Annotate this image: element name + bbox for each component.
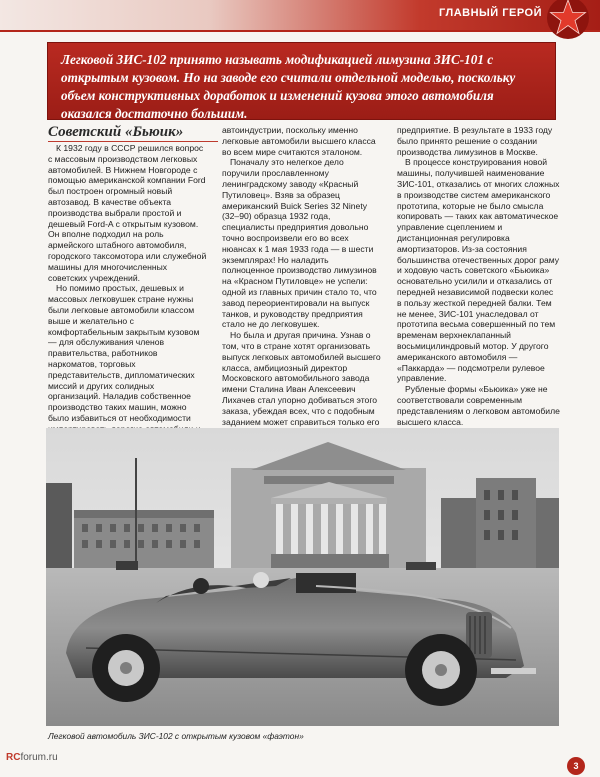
heading-rule [48, 141, 218, 142]
paragraph: Но помимо простых, дешевых и массовых легковушек стране нужны были легковые автомобили классом выше и желательно с комфортабельным закрытым кузовом — для обслуживания членов правительства, работников наркоматов, торговых представительств, дипломатических миссий и других солидных организаций. Наладив собственное производство таких машин, можно было избавиться от необходимости [48, 283, 200, 423]
site-brand: RC [6, 752, 21, 763]
star-icon [546, 0, 590, 40]
paragraph: Рубленые формы «Бьюика» уже не соответствовали современным представлениям о легковом автомобиле высшего класса. [397, 384, 560, 427]
banner-text: Легковой ЗИС-102 принято называть модификацией лимузина ЗИС-101 с открытым кузовом. Но на заводе его считали отдельной моделью, поскольку объем конструктивных доработок и изменений кузова этого автомобиля оказался достаточно большим. [61, 52, 516, 121]
paragraph: К 1932 году в СССР решился вопрос с массовым производством легковых автомобилей. В Нижнем Новгороде с помощью американской компании Ford был построен огромный новый автозавод. В качестве объекта производства выбрали простой и дешевый Ford-A с открытым кузовом. Он вполне подходил на роль армейского штабного автомобиля, городского таксомотора или служебной машины для многочисленных советских учреждений. [48, 143, 207, 283]
top-bar-line [0, 30, 600, 32]
paragraph: В процессе конструирования новой машины, получившей наименование ЗИС-101, отказались от многих сложных в производстве систем американского прототипа, которые не было смысла копировать — таких как автоматическое управление сцеплением и дистанционная регулировка амортизаторов. Из-за состояния большинства отечественных дорог раму и ходовую часть советского «Бьюика» основательно усилили и отказались от передней независимой подвески колес в пользу жесткой передней балки. Тем не менее, ЗИС-101 унаследовал от прототипа весьма совершенный по тем временам верхнеклапанный восьмицилиндровый мотор. У другого американского автомобиля — «Паккарда» — подсмотрели рулевое управление. [397, 157, 560, 384]
article-heading: Советский «Бьюик» [48, 124, 184, 140]
photo-caption: Легковой автомобиль ЗИС-102 с открытым кузовом «фаэтон» [48, 731, 304, 741]
intro-banner [47, 42, 556, 120]
page-number: 3 [567, 757, 585, 775]
site-footer[interactable] [6, 752, 58, 763]
paragraph: предприятие. В результате в 1933 году было принято решение о создании производства лимузинов в Москве. [397, 125, 553, 157]
article-column-3 [397, 125, 560, 427]
zis-102-photo [46, 428, 559, 726]
paragraph: Поначалу это нелегкое дело поручили прославленному ленинградскому заводу «Красный Путиловец». Взяв за образец американский Buick Series 32 Ninety (32–90) образца 1932 года, специалисты предприятия довольно точно воспроизвели его во всех нюансах к 1 мая 1933 года — в шести экземплярах! Но наладить полноценное производство лимузинов на «Красном Путиловце» не успели: одной из главных причин стало то, что завод переориентировали на выпуск танков, и руководству предприятия стало не до легковушек. [222, 157, 377, 330]
site-domain: forum.ru [20, 752, 58, 763]
article-column-2 [222, 125, 382, 427]
section-label: ГЛАВНЫЙ ГЕРОЙ [439, 7, 542, 19]
paragraph: Но была и другая причина. Узнав о том, что в стране хотят организовать выпуск легковых автомобилей высшего класса, амбициозный директор Московского автомобильного завода имени Сталина Иван Алексеевич Лихачев стал упорно добиваться этого заказа, убеждая всех, что с подобным заданием может справиться только его [222, 330, 381, 427]
article-column-1 [48, 143, 208, 456]
paragraph: автоиндустрии, поскольку именно легковые автомобили высшего класса во всем мире считаются эталоном. [222, 125, 376, 157]
